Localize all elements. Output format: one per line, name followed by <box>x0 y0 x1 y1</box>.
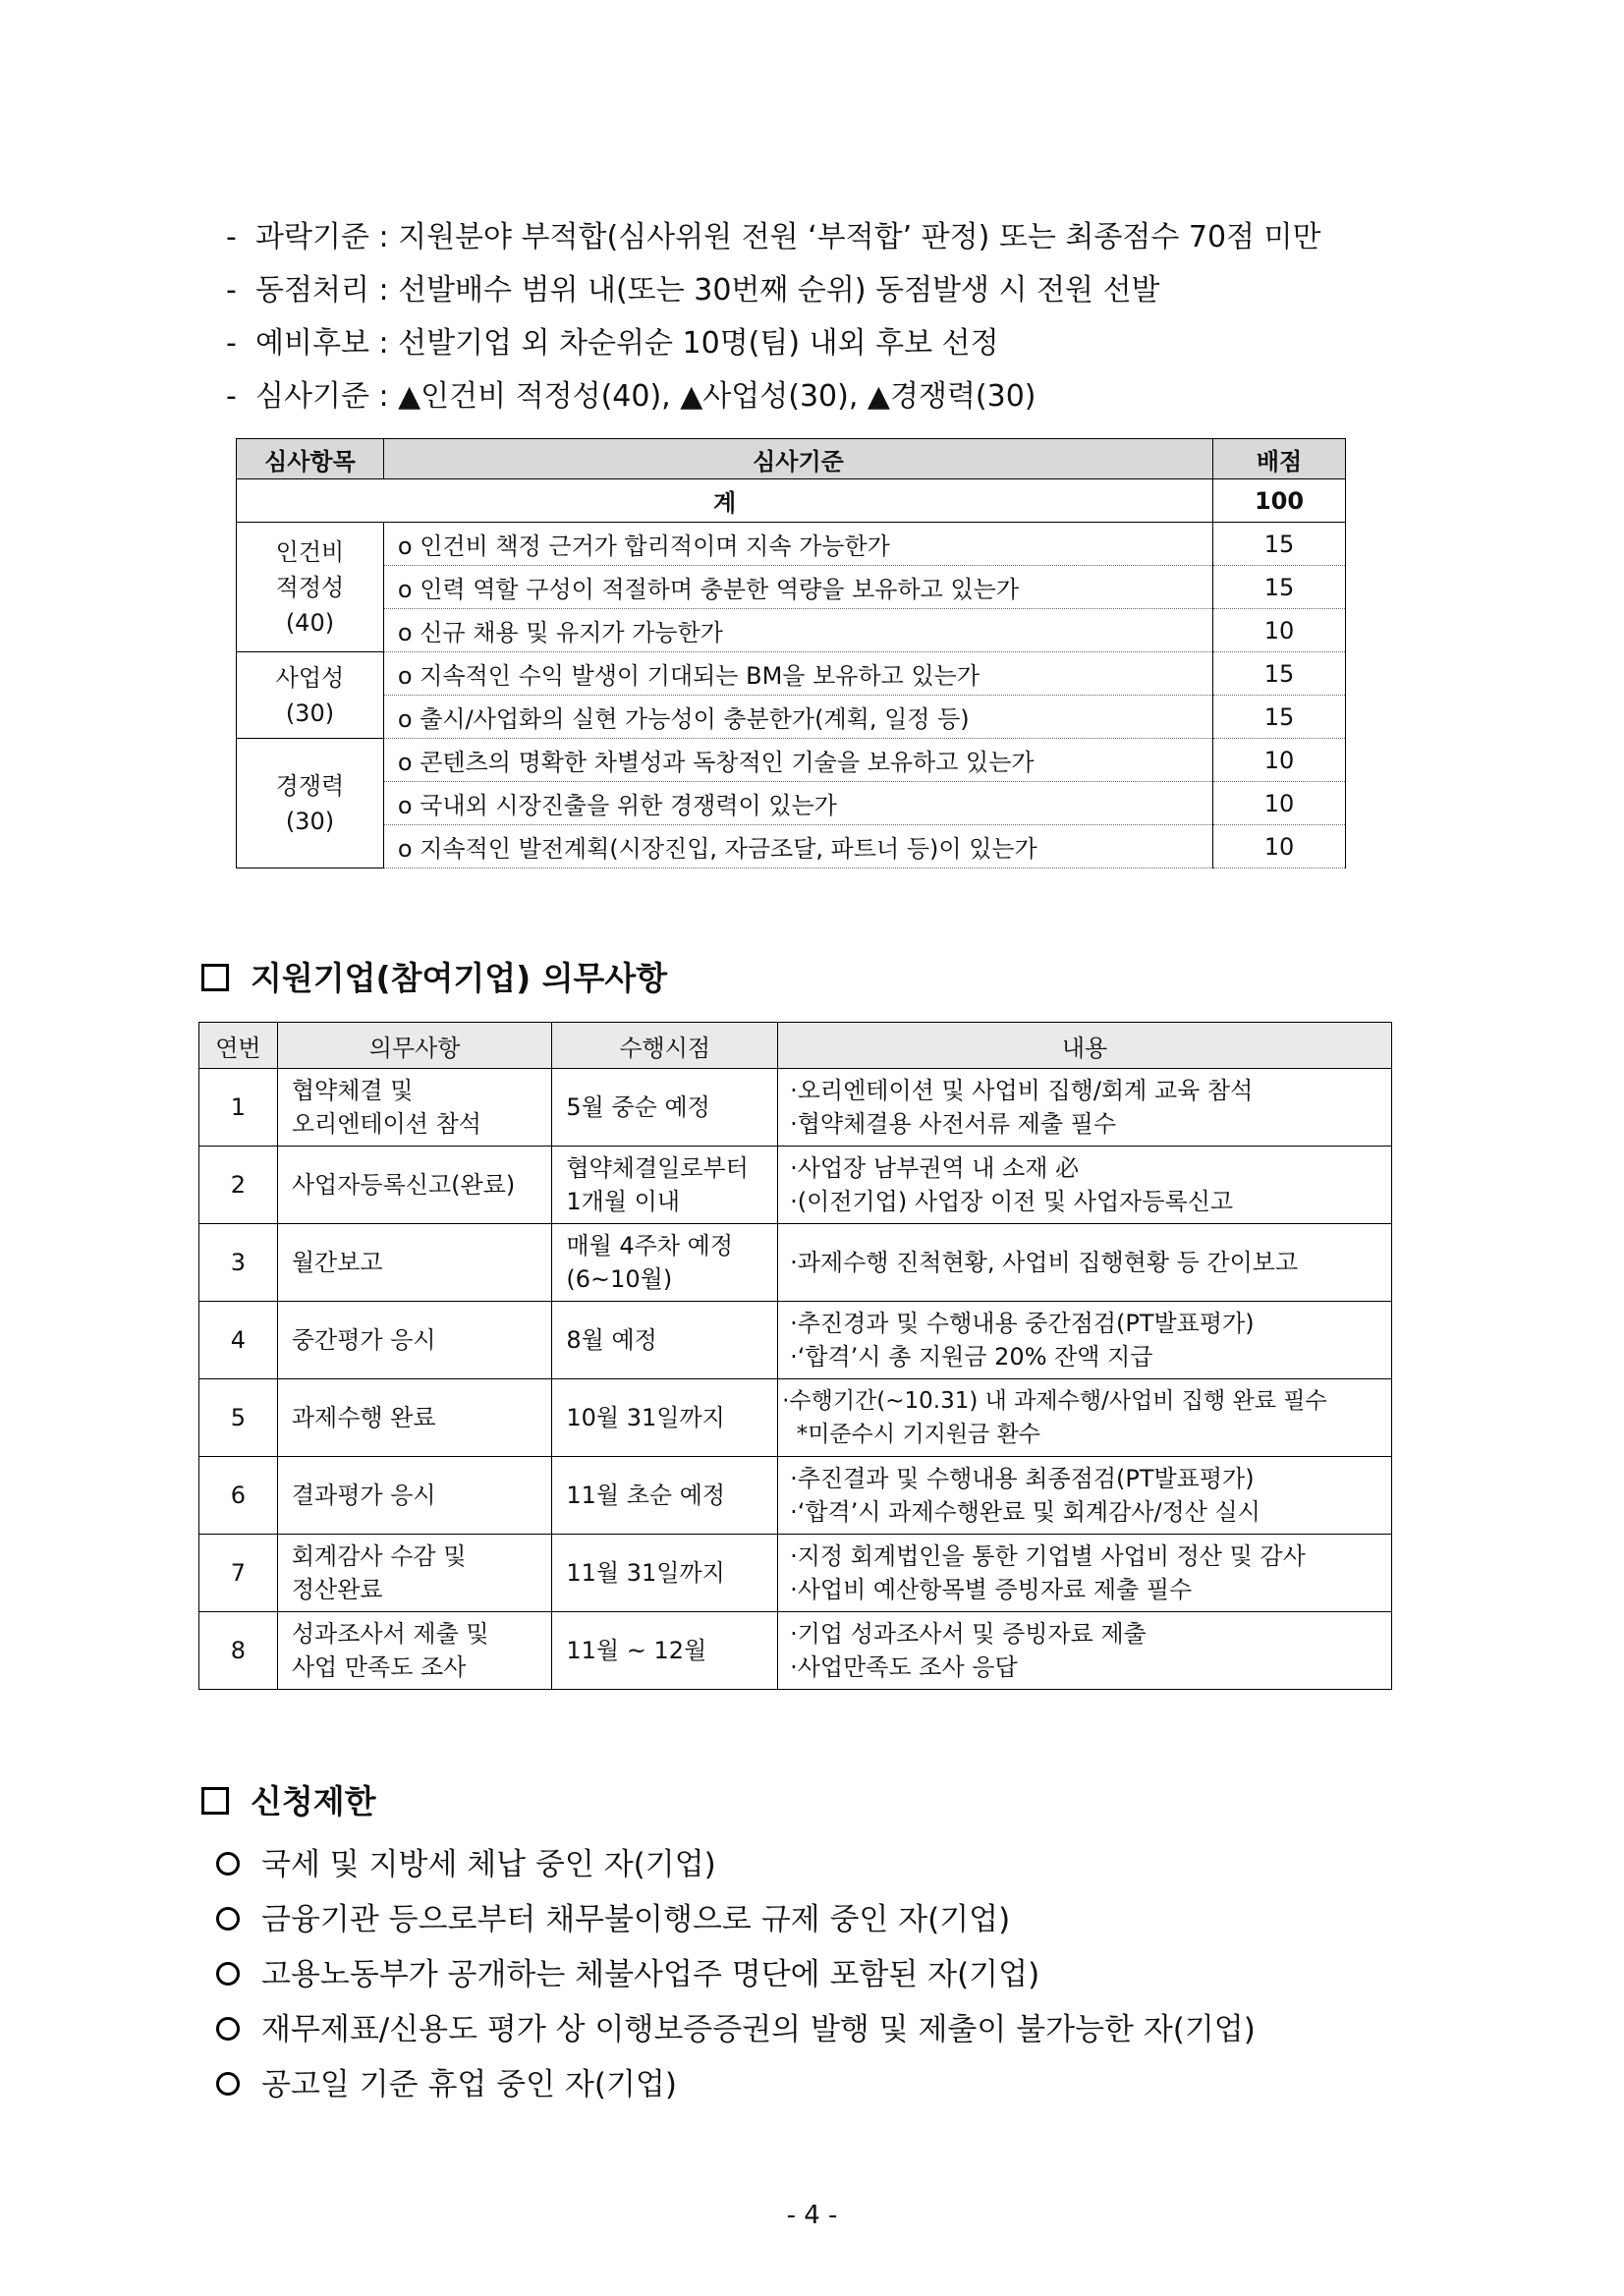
column-header: 연번 <box>199 1023 278 1069</box>
table-row <box>237 782 1346 825</box>
row-number: 3 <box>199 1224 278 1302</box>
circle-bullet-icon <box>216 1907 240 1931</box>
score-cell: 10 <box>1213 825 1346 868</box>
criterion-cell: o 신규 채용 및 유지가 가능한가 <box>383 609 1212 652</box>
time-cell: 매월 4주차 예정 (6~10월) <box>552 1224 778 1302</box>
row-number: 2 <box>199 1147 278 1224</box>
total-row <box>237 479 1346 523</box>
duty-cell: 사업자등록신고(완료) <box>277 1147 552 1224</box>
category-cell: 경쟁력 (30) <box>237 739 384 868</box>
duty-cell: 성과조사서 제출 및 사업 만족도 조사 <box>277 1612 552 1690</box>
content-cell: ·오리엔테이션 및 사업비 집행/회계 교육 참석 ·협약체결용 사전서류 제출 필수 <box>778 1069 1392 1147</box>
criterion-cell: o 인력 역할 구성이 적절하며 충분한 역량을 보유하고 있는가 <box>383 566 1212 609</box>
duty-cell: 회계감사 수감 및 정산완료 <box>277 1535 552 1612</box>
table-header-row <box>237 439 1346 479</box>
score-cell: 15 <box>1213 566 1346 609</box>
column-header: 내용 <box>778 1023 1392 1069</box>
column-header: 심사기준 <box>383 439 1212 479</box>
criterion-cell: o 콘텐츠의 명확한 차별성과 독창적인 기술을 보유하고 있는가 <box>383 739 1212 782</box>
criterion-cell: o 인건비 책정 근거가 합리적이며 지속 가능한가 <box>383 523 1212 566</box>
table-row <box>199 1379 1392 1457</box>
time-cell: 11월 초순 예정 <box>552 1457 778 1535</box>
score-cell: 10 <box>1213 782 1346 825</box>
column-header: 배점 <box>1213 439 1346 479</box>
section-heading-restrictions: 신청제한 <box>201 1776 376 1822</box>
total-label: 계 <box>237 479 1213 523</box>
content-cell: ·추진경과 및 수행내용 중간점검(PT발표평가) ·‘합격’시 총 지원금 20% 잔액 지급 <box>778 1302 1392 1379</box>
table-row <box>237 652 1346 696</box>
criteria-bullet: - 과락기준 : 지원분야 부적합(심사위원 전원 ‘부적합’ 판정) 또는 최종점수 70점 미만 <box>226 220 1321 254</box>
time-cell: 11월 ~ 12월 <box>552 1612 778 1690</box>
table-row <box>199 1535 1392 1612</box>
criteria-bullet: - 심사기준 : ▲인건비 적정성(40), ▲사업성(30), ▲경쟁력(30) <box>226 379 1036 414</box>
column-header: 심사항목 <box>237 439 384 479</box>
time-cell: 협약체결일로부터 1개월 이내 <box>552 1147 778 1224</box>
criterion-cell: o 지속적인 수익 발생이 기대되는 BM을 보유하고 있는가 <box>383 652 1212 696</box>
content-cell: ·지정 회계법인을 통한 기업별 사업비 정산 및 감사 ·사업비 예산항목별 증빙자료 제출 필수 <box>778 1535 1392 1612</box>
score-cell: 15 <box>1213 652 1346 696</box>
table-row <box>199 1224 1392 1302</box>
row-number: 1 <box>199 1069 278 1147</box>
category-cell: 인건비 적정성 (40) <box>237 523 384 652</box>
square-bullet-icon <box>201 964 229 991</box>
category-cell: 사업성 (30) <box>237 652 384 739</box>
criteria-bullet: - 동점처리 : 선발배수 범위 내(또는 30번째 순위) 동점발생 시 전원 선발 <box>226 273 1160 308</box>
table-row <box>237 696 1346 739</box>
duty-cell: 협약체결 및 오리엔테이션 참석 <box>277 1069 552 1147</box>
content-cell: ·사업장 남부권역 내 소재 必 ·(이전기업) 사업장 이전 및 사업자등록신고 <box>778 1147 1392 1224</box>
time-cell: 10월 31일까지 <box>552 1379 778 1457</box>
criteria-bullet-list <box>226 211 1503 423</box>
list-item: 국세 및 지방세 체납 중인 자(기업) <box>216 1837 1256 1892</box>
score-cell: 15 <box>1213 523 1346 566</box>
obligations-table <box>198 1022 1392 1690</box>
duty-cell: 결과평가 응시 <box>277 1457 552 1535</box>
content-cell: ·과제수행 진척현황, 사업비 집행현황 등 간이보고 <box>778 1224 1392 1302</box>
time-cell: 11월 31일까지 <box>552 1535 778 1612</box>
column-header: 수행시점 <box>552 1023 778 1069</box>
list-item: 고용노동부가 공개하는 체불사업주 명단에 포함된 자(기업) <box>216 1947 1256 2002</box>
duty-cell: 월간보고 <box>277 1224 552 1302</box>
total-score: 100 <box>1213 479 1346 523</box>
table-row <box>237 566 1346 609</box>
table-row <box>199 1302 1392 1379</box>
table-header-row <box>199 1023 1392 1069</box>
row-number: 5 <box>199 1379 278 1457</box>
row-number: 8 <box>199 1612 278 1690</box>
square-bullet-icon <box>201 1787 229 1815</box>
criterion-cell: o 출시/사업화의 실현 가능성이 충분한가(계획, 일정 등) <box>383 696 1212 739</box>
time-cell: 5월 중순 예정 <box>552 1069 778 1147</box>
score-cell: 15 <box>1213 696 1346 739</box>
criterion-cell: o 지속적인 발전계획(시장진입, 자금조달, 파트너 등)이 있는가 <box>383 825 1212 868</box>
time-cell: 8월 예정 <box>552 1302 778 1379</box>
duty-cell: 중간평가 응시 <box>277 1302 552 1379</box>
restriction-list <box>216 1837 1256 2112</box>
table-row <box>237 825 1346 868</box>
score-cell: 10 <box>1213 609 1346 652</box>
circle-bullet-icon <box>216 1852 240 1876</box>
list-item: 금융기관 등으로부터 채무불이행으로 규제 중인 자(기업) <box>216 1892 1256 1947</box>
criteria-bullet: - 예비후보 : 선발기업 외 차순위순 10명(팀) 내외 후보 선정 <box>226 326 999 361</box>
review-criteria-table <box>236 438 1346 868</box>
criterion-cell: o 국내외 시장진출을 위한 경쟁력이 있는가 <box>383 782 1212 825</box>
column-header: 의무사항 <box>277 1023 552 1069</box>
list-item: 공고일 기준 휴업 중인 자(기업) <box>216 2057 1256 2112</box>
table-row <box>199 1612 1392 1690</box>
row-number: 7 <box>199 1535 278 1612</box>
table-row <box>199 1147 1392 1224</box>
row-number: 4 <box>199 1302 278 1379</box>
section-heading-obligations: 지원기업(참여기업) 의무사항 <box>201 953 667 999</box>
row-number: 6 <box>199 1457 278 1535</box>
circle-bullet-icon <box>216 2072 240 2096</box>
page-number: - 4 - <box>786 2201 838 2230</box>
content-cell: ·기업 성과조사서 및 증빙자료 제출 ·사업만족도 조사 응답 <box>778 1612 1392 1690</box>
circle-bullet-icon <box>216 2017 240 2041</box>
table-row <box>237 609 1346 652</box>
table-row <box>237 739 1346 782</box>
duty-cell: 과제수행 완료 <box>277 1379 552 1457</box>
circle-bullet-icon <box>216 1962 240 1986</box>
table-row <box>237 523 1346 566</box>
content-cell: ·수행기간(~10.31) 내 과제수행/사업비 집행 완료 필수 *미준수시 기지원금 환수 <box>778 1379 1392 1457</box>
score-cell: 10 <box>1213 739 1346 782</box>
table-row <box>199 1069 1392 1147</box>
content-cell: ·추진결과 및 수행내용 최종점검(PT발표평가) ·‘합격’시 과제수행완료 및 회계감사/정산 실시 <box>778 1457 1392 1535</box>
table-row <box>199 1457 1392 1535</box>
list-item: 재무제표/신용도 평가 상 이행보증증권의 발행 및 제출이 불가능한 자(기업) <box>216 2002 1256 2057</box>
